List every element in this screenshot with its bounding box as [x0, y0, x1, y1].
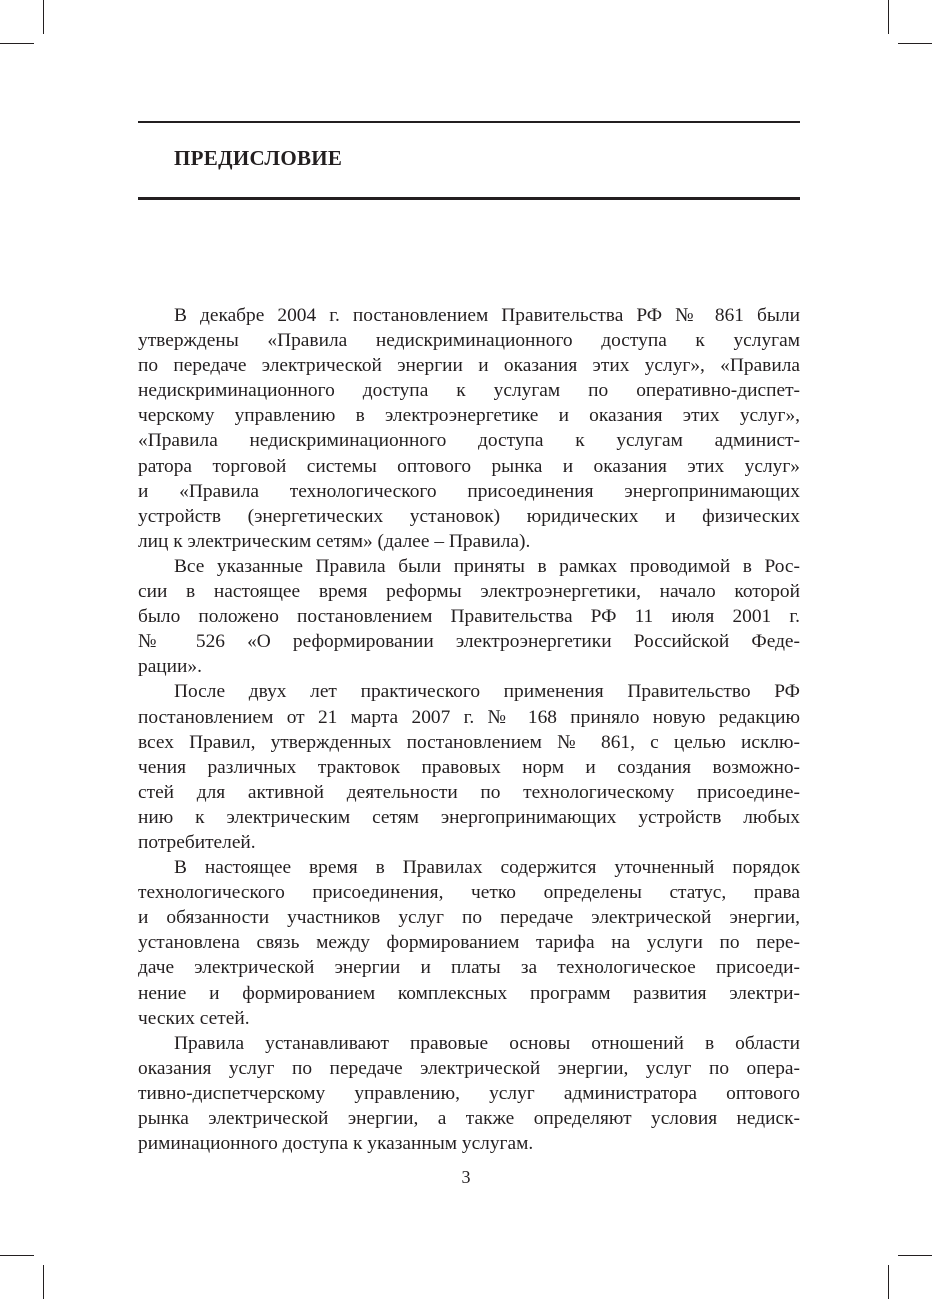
paragraph-line: ратора торговой системы оптового рынка и оказания этих услуг» — [138, 455, 800, 477]
paragraph-line: чения различных трактовок правовых норм и создания возможно- — [138, 756, 800, 778]
paragraph-line: нию к электрическим сетям энергопринимающих устройств любых — [138, 806, 800, 828]
paragraph-line: недискриминационного доступа к услугам по оперативно-диспет- — [138, 380, 800, 402]
paragraph-line: «Правила недискриминационного доступа к услугам админист- — [138, 430, 800, 452]
paragraph-line: постановлением от 21 марта 2007 г. № 168 приняло новую редакцию — [138, 706, 800, 728]
crop-mark — [888, 0, 889, 34]
crop-mark — [0, 43, 34, 44]
paragraph-line: всех Правил, утвержденных постановлением № 861, с целью исклю- — [138, 731, 800, 753]
paragraph-line: оказания услуг по передаче электрической энергии, услуг по опера- — [138, 1057, 800, 1079]
page-number: 3 — [461, 1167, 471, 1187]
paragraph-line: утверждены «Правила недискриминационного доступа к услугам — [138, 330, 800, 352]
crop-mark — [0, 1255, 34, 1256]
paragraph-line: Все указанные Правила были приняты в рамках проводимой в Рос- — [174, 555, 800, 577]
preface-body — [138, 303, 800, 1156]
paragraph-line: Правила устанавливают правовые основы отношений в области — [174, 1032, 800, 1054]
paragraph-line: рации». — [138, 656, 202, 678]
paragraph-line: сии в настоящее время реформы электроэнергетики, начало которой — [138, 581, 800, 603]
paragraph-line: установлена связь между формированием тарифа на услуги по пере- — [138, 932, 800, 954]
paragraph-line: ческих сетей. — [138, 1007, 250, 1029]
crop-mark — [898, 43, 932, 44]
paragraph-line: потребителей. — [138, 831, 256, 853]
paragraph-line: № 526 «О реформировании электроэнергетики Российской Феде- — [138, 631, 800, 653]
crop-mark — [898, 1255, 932, 1256]
paragraph-line: В декабре 2004 г. постановлением Правительства РФ № 861 были — [174, 305, 800, 326]
paragraph-line: стей для активной деятельности по технологическому присоедине- — [138, 781, 800, 803]
paragraph-line: После двух лет практического применения Правительство РФ — [174, 681, 800, 703]
paragraph-line: черскому управлению в электроэнергетике и оказания этих услуг», — [138, 405, 800, 427]
crop-mark — [43, 0, 44, 34]
heading-bottom-rule — [138, 197, 800, 200]
paragraph-line: по передаче электрической энергии и оказания этих услуг», «Правила — [138, 355, 800, 377]
paragraph-line: нение и формированием комплексных программ развития электри- — [138, 982, 800, 1004]
page-title: ПРЕДИСЛОВИЕ — [174, 146, 343, 170]
crop-mark — [888, 1265, 889, 1299]
paragraph-line: и обязанности участников услуг по передаче электрической энергии, — [138, 907, 800, 929]
crop-mark — [43, 1265, 44, 1299]
paragraph-line: устройств (энергетических установок) юридических и физических — [138, 505, 800, 527]
paragraph-line: даче электрической энергии и платы за технологическое присоеди- — [138, 957, 800, 979]
paragraph-line: было положено постановлением Правительства РФ 11 июля 2001 г. — [138, 606, 800, 628]
paragraph-line: лиц к электрическим сетям» (далее – Правила). — [138, 530, 531, 552]
paragraph-line: технологического присоединения, четко определены статус, права — [138, 882, 800, 904]
paragraph-line: рынка электрической энергии, а также определяют условия недиск- — [138, 1108, 800, 1129]
paragraph-line: риминационного доступа к указанным услугам. — [138, 1133, 534, 1155]
paragraph-line: и «Правила технологического присоединения энергопринимающих — [138, 480, 800, 502]
paragraph-line: тивно-диспетчерскому управлению, услуг администратора оптового — [138, 1082, 800, 1104]
paragraph-line: В настоящее время в Правилах содержится уточненный порядок — [174, 857, 800, 879]
heading-top-rule — [138, 121, 800, 123]
